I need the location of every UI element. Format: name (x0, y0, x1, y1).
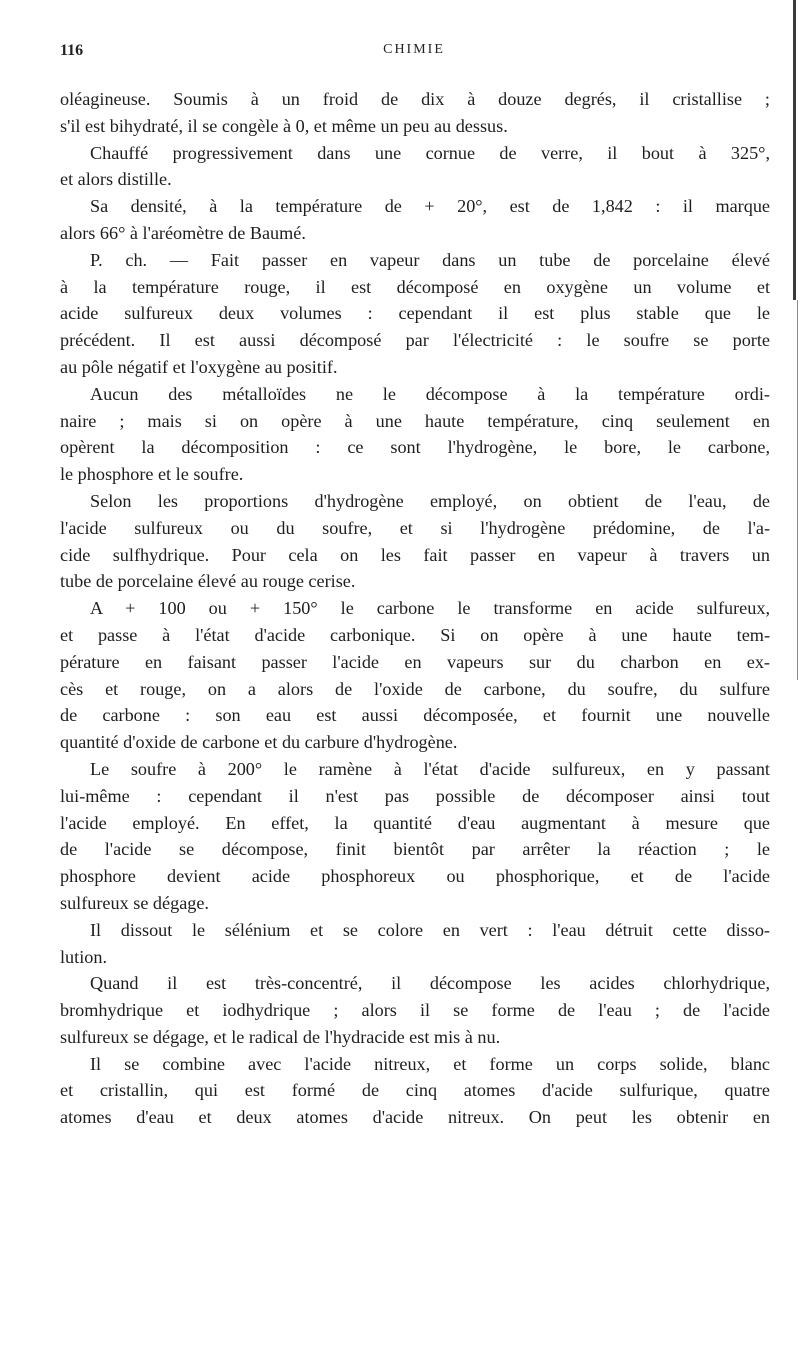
text-line: de l'acide se décompose, finit bientôt par arrêter la réaction ; le (60, 839, 770, 860)
text-line: Aucun des métalloïdes ne le décompose à la température ordi- (90, 383, 770, 404)
text-line: quantité d'oxide de carbone et du carbure d'hydrogène. (60, 732, 458, 753)
text-line: alors 66° à l'aréomètre de Baumé. (60, 222, 306, 243)
page-number: 116 (60, 42, 84, 59)
text-line: Il se combine avec l'acide nitreux, et forme un corps solide, blanc (90, 1053, 770, 1074)
page-edge-shadow-lower (797, 300, 798, 680)
text-line: lution. (60, 946, 107, 967)
text-line: s'il est bihydraté, il se congèle à 0, et même un peu au dessus. (60, 115, 508, 136)
text-line: et cristallin, qui est formé de cinq atomes d'acide sulfurique, quatre (60, 1080, 770, 1101)
text-line: précédent. Il est aussi décomposé par l'électricité : le soufre se porte (60, 330, 770, 351)
text-line: Il dissout le sélénium et se colore en vert : l'eau détruit cette disso- (90, 919, 770, 940)
text-line: cès et rouge, on a alors de l'oxide de carbone, du soufre, du sulfure (60, 678, 770, 699)
text-line: le phosphore et le soufre. (60, 464, 244, 485)
text-line: lui-même : cependant il n'est pas possible de décomposer ainsi tout (60, 785, 770, 806)
text-line: bromhydrique et iodhydrique ; alors il se forme de l'eau ; de l'acide (60, 1000, 770, 1021)
text-line: Chauffé progressivement dans une cornue de verre, il bout à 325°, (90, 142, 770, 163)
text-line: pérature en faisant passer l'acide en vapeurs sur du charbon en ex- (60, 651, 770, 672)
text-line: acide sulfureux deux volumes : cependant il est plus stable que le (60, 303, 770, 324)
text-line: et passe à l'état d'acide carbonique. Si on opère à une haute tem- (60, 624, 770, 645)
text-line: au pôle négatif et l'oxygène au positif. (60, 356, 338, 377)
running-title: CHIMIE (383, 42, 445, 57)
text-line: l'acide employé. En effet, la quantité d'eau augmentant à mesure que (60, 812, 770, 833)
text-line: P. ch. — Fait passer en vapeur dans un tube de porcelaine élevé (90, 249, 770, 270)
text-line: tube de porcelaine élevé au rouge cerise. (60, 571, 356, 592)
page-header (60, 42, 768, 66)
text-line: et alors distille. (60, 169, 172, 190)
text-line: naire ; mais si on opère à une haute température, cinq seulement en (60, 410, 770, 431)
text-line: A + 100 ou + 150° le carbone le transforme en acide sulfureux, (90, 598, 770, 619)
text-line: atomes d'eau et deux atomes d'acide nitreux. On peut les obtenir en (60, 1107, 770, 1128)
text-line: de carbone : son eau est aussi décomposée, et fournit une nouvelle (60, 705, 770, 726)
text-line: Le soufre à 200° le ramène à l'état d'acide sulfureux, en y passant (90, 758, 770, 779)
text-line: phosphore devient acide phosphoreux ou phosphorique, et de l'acide (60, 866, 770, 887)
text-line: cide sulfhydrique. Pour cela on les fait passer en vapeur à travers un (60, 544, 770, 565)
text-line: sulfureux se dégage. (60, 892, 209, 913)
page-edge-shadow (793, 0, 796, 300)
text-line: à la température rouge, il est décomposé en oxygène un volume et (60, 276, 770, 297)
text-line: sulfureux se dégage, et le radical de l'hydracide est mis à nu. (60, 1026, 501, 1047)
text-line: l'acide sulfureux ou du soufre, et si l'hydrogène prédomine, de l'a- (60, 517, 770, 538)
body-text (60, 86, 770, 1131)
text-line: Quand il est très-concentré, il décompose les acides chlorhydrique, (90, 973, 770, 994)
text-line: oléagineuse. Soumis à un froid de dix à douze degrés, il cristallise ; (60, 89, 770, 109)
text-line: Sa densité, à la température de + 20°, est de 1,842 : il marque (90, 196, 770, 217)
text-line: opèrent la décomposition : ce sont l'hydrogène, le bore, le carbone, (60, 437, 770, 458)
text-line: Selon les proportions d'hydrogène employé, on obtient de l'eau, de (90, 490, 770, 511)
